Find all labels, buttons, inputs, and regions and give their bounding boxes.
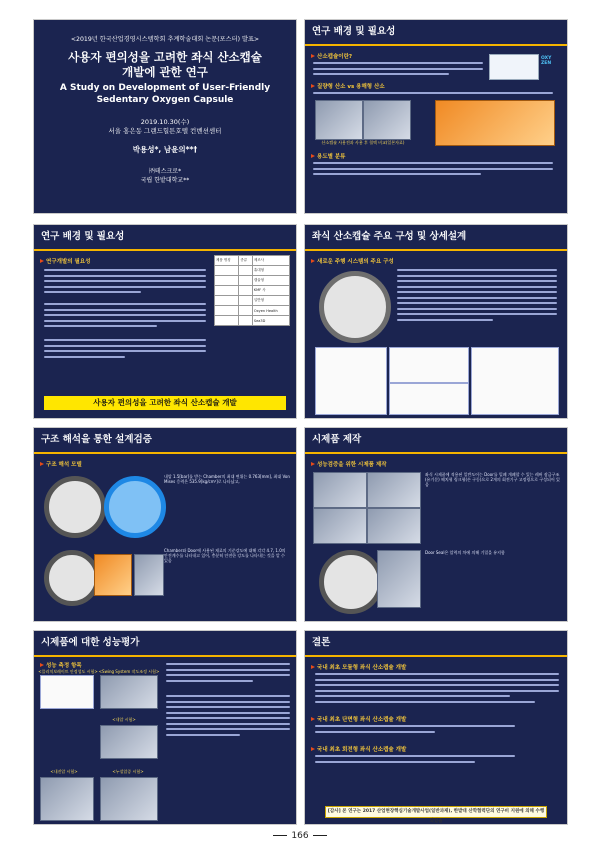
slide-background — [305, 428, 567, 621]
leak-test-photo — [100, 777, 158, 821]
slide-background — [305, 631, 567, 824]
seal-detail-photo — [377, 550, 421, 608]
blood-comparison-caption: 산소캡슐 사용전과 사용 후 혈액 비교(일본자료) — [321, 140, 405, 145]
hinge-model — [134, 554, 164, 596]
section-heading: 구조 해석 모델 — [40, 460, 82, 468]
section-heading: 국내 최초 단면형 좌식 산소캡슐 개발 — [311, 715, 406, 723]
prototype-note: Door Seal은 압력의 차에 의해 기밀을 유지함 — [425, 550, 505, 555]
acknowledgement-box: [감사] 본 연구는 2017 산업현장핵심기술개발사업(일반과제), 한밭대 산학협력단의 연구비 지원에 의해 수행되었음 — [325, 806, 547, 818]
bullet-arrow-icon — [311, 54, 315, 58]
slide-background — [305, 225, 567, 418]
vacuum-test-photo — [40, 777, 94, 821]
section-heading: 새로운 주행 시스템의 주요 구성 — [311, 257, 394, 265]
blood-before-photo — [315, 100, 363, 140]
section-heading: 성능검증을 위한 시제품 제작 — [311, 460, 387, 468]
blood-after-photo — [363, 100, 411, 140]
slide-background — [34, 428, 296, 621]
section-heading: 산소캡슐이란? — [311, 52, 352, 60]
prototype-photo — [367, 472, 421, 508]
affiliations: ㈜테스크로* 국립 한밭대학교** — [140, 168, 190, 184]
text-lines — [313, 62, 483, 79]
pressure-test-photo — [100, 725, 158, 759]
slide-title: 좌식 산소캡슐 주요 구성 및 상세설계 — [305, 225, 567, 249]
chamber-model — [44, 476, 106, 538]
page-number: 166 — [0, 831, 600, 841]
stress-contour — [104, 476, 166, 538]
slide-background — [34, 225, 296, 418]
parts-drawing — [389, 383, 469, 415]
slide-background — [305, 20, 567, 213]
test-label: <내진압 시험> — [50, 769, 78, 774]
swing-test-photo — [100, 675, 158, 709]
slide-title: 시제품에 대한 성능평가 — [34, 631, 296, 655]
title-korean: 사용자 편의성을 고려한 좌식 산소캡슐 개발에 관한 연구 — [68, 50, 262, 79]
capsule-photo — [489, 54, 539, 80]
slide-title: 연구 배경 및 필요성 — [34, 225, 296, 249]
slide-title: 구조 해석을 통한 설계검증 — [34, 428, 296, 452]
section-heading: 용도별 분류 — [311, 152, 345, 160]
section-heading: 성능 측정 항목 — [40, 661, 82, 669]
test-label: <플러치보레이트 안정성도 시험> — [38, 669, 98, 674]
authors: 박용성*, 남윤의**† — [132, 145, 198, 154]
title-english: A Study on Development of User-Friendly Sedentary Oxygen Capsule — [59, 83, 271, 105]
prototype-photo — [313, 472, 367, 508]
section-heading: 국내 최초 모듈형 좌식 산소캡슐 개발 — [311, 663, 406, 671]
prototype-photo — [367, 508, 421, 544]
assembly-drawing — [315, 347, 387, 415]
section-heading: 국내 최초 회전형 좌식 산소캡슐 개발 — [311, 745, 406, 753]
date-venue: 2019.10.30(수) 서울 홍은동 그랜드힐튼호텔 컨벤션센터 — [108, 118, 222, 135]
capsule-render — [319, 271, 391, 343]
door-seal-photo — [319, 550, 383, 614]
slide-title: 시제품 제작 — [305, 428, 567, 452]
title-slide — [34, 20, 296, 213]
test-label: <누설압증 시험> — [112, 769, 144, 774]
highlight-banner: 사용자 편의성을 고려한 좌식 산소캡슐 개발 — [44, 396, 286, 410]
oxyzen-logo: OXY ZEN — [541, 56, 552, 66]
section-heading: 연구개발의 필요성 — [40, 257, 90, 265]
product-comparison-table: 제품 명칭 종류 제조사 휴대형 캡슐형 KMF 사 일반형 Oxyen Health Sea3D — [214, 255, 290, 326]
analysis-note: Chamber와 Door에 사용된 재료의 기준강도에 대해 각각 4.7, 1.0의 안전계수를 나타내고 있어, 충분히 안전한 강도를 나타내는 것을 알 수 있음 — [164, 548, 286, 564]
vessel-diagram — [435, 100, 555, 146]
test-label: <Swing System 작도조정 시험> — [98, 669, 160, 674]
conference-label: <2019년 한국산업경영시스템학회 추계학술대회 논문(포스터) 발표> — [70, 36, 260, 43]
section-heading: 질량형 산소 vs 용해형 산소 — [311, 82, 385, 90]
door-model — [44, 550, 100, 606]
parts-drawing — [389, 347, 469, 383]
mechanism-drawing — [471, 347, 559, 415]
slide-title: 연구 배경 및 필요성 — [305, 20, 567, 44]
test-label: <내압 시험> — [112, 717, 136, 722]
slide-title: 결론 — [305, 631, 567, 655]
stability-graph — [40, 675, 94, 709]
prototype-note: 좌식 시제품에 적용된 일반도어는 Door를 밀폐 개폐할 수 있는 레버 잠금구조(유기문) 해치형 링크형(손 구동)으로 2개의 회전기구 고정링으로 구성되어 있음 — [425, 472, 560, 488]
door-stress-contour — [94, 554, 132, 596]
prototype-photo — [313, 508, 367, 544]
analysis-note: 내압 1.5[bar]를 받는 Chamber의 최대 변위는 0.763[mm], 최대 Von Mises 응력은 535.9[kg/cm²]로 나타났고, — [164, 474, 290, 485]
slide-background — [34, 631, 296, 824]
